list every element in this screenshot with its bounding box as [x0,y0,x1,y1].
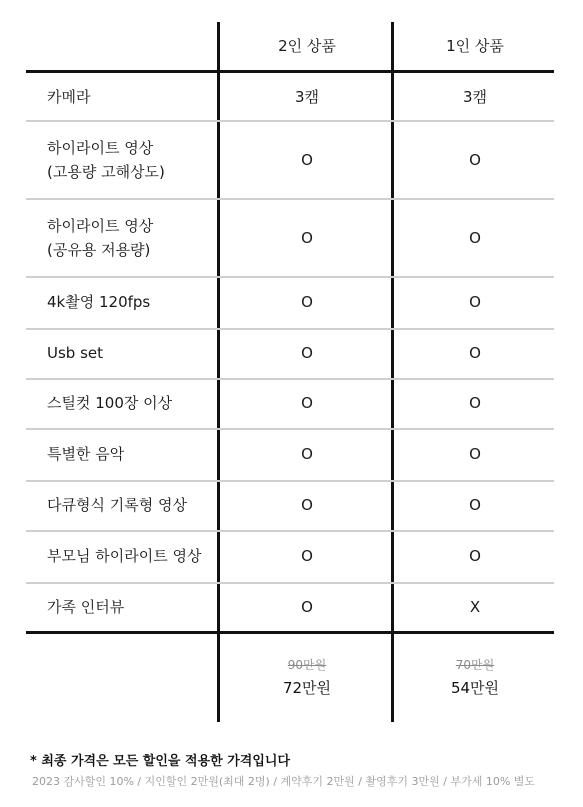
original-price: 70만원 [455,658,495,672]
value-1in: O [469,344,481,362]
row-separator [26,428,554,430]
value-2in: O [301,445,313,463]
row-separator [26,120,554,122]
row-separator [26,198,554,200]
value-1in: X [469,598,481,616]
value-1in: O [469,293,481,311]
feature-label: 하이라이트 영상 (고용량 고해상도) [47,139,165,181]
feature-label: 4k촬영 120fps [47,293,151,311]
value-2in: O [301,344,313,362]
value-2in: O [301,394,313,412]
row-separator [26,582,554,584]
discount-details: 2023 감사할인 10% / 지인할인 2만원(최대 2명) / 계약후기 2만원 / 촬영후기 3만원 / 부가세 10% 별도 [32,775,536,788]
discounted-price: 72만원 [282,679,332,697]
column-divider-left [217,22,220,722]
final-price-note: * 최종 가격은 모든 할인을 적용한 가격입니다 [30,754,290,769]
row-separator [26,378,554,380]
original-price: 90만원 [287,658,327,672]
price-2in [222,656,392,700]
value-2in: O [301,293,313,311]
feature-label: 다큐형식 기록형 영상 [47,496,187,514]
value-2in: O [301,547,313,565]
value-2in: 3캠 [294,88,320,106]
value-1in: O [469,394,481,412]
price-1in [395,656,555,700]
header-2in-product: 2인 상품 [278,37,336,55]
value-2in: O [301,151,313,169]
header-separator [26,70,554,73]
feature-label: 부모님 하이라이트 영상 [47,547,202,565]
feature-label: 가족 인터뷰 [47,598,125,616]
value-1in: O [469,547,481,565]
value-1in: 3캠 [462,88,488,106]
value-1in: O [469,496,481,514]
feature-label: Usb set [47,344,104,362]
row-separator [26,530,554,532]
header-1in-product: 1인 상품 [446,37,504,55]
row-separator [26,276,554,278]
feature-label: 스틸컷 100장 이상 [47,394,173,412]
value-2in: O [301,496,313,514]
value-1in: O [469,151,481,169]
value-2in: O [301,598,313,616]
table-body-bottom [26,631,554,634]
value-1in: O [469,229,481,247]
row-separator [26,328,554,330]
feature-label: 하이라이트 영상 (공유용 저용량) [47,217,154,259]
value-1in: O [469,445,481,463]
feature-label: 특별한 음악 [47,445,125,463]
discounted-price: 54만원 [450,679,500,697]
value-2in: O [301,229,313,247]
feature-label: 카메라 [47,88,91,106]
row-separator [26,480,554,482]
